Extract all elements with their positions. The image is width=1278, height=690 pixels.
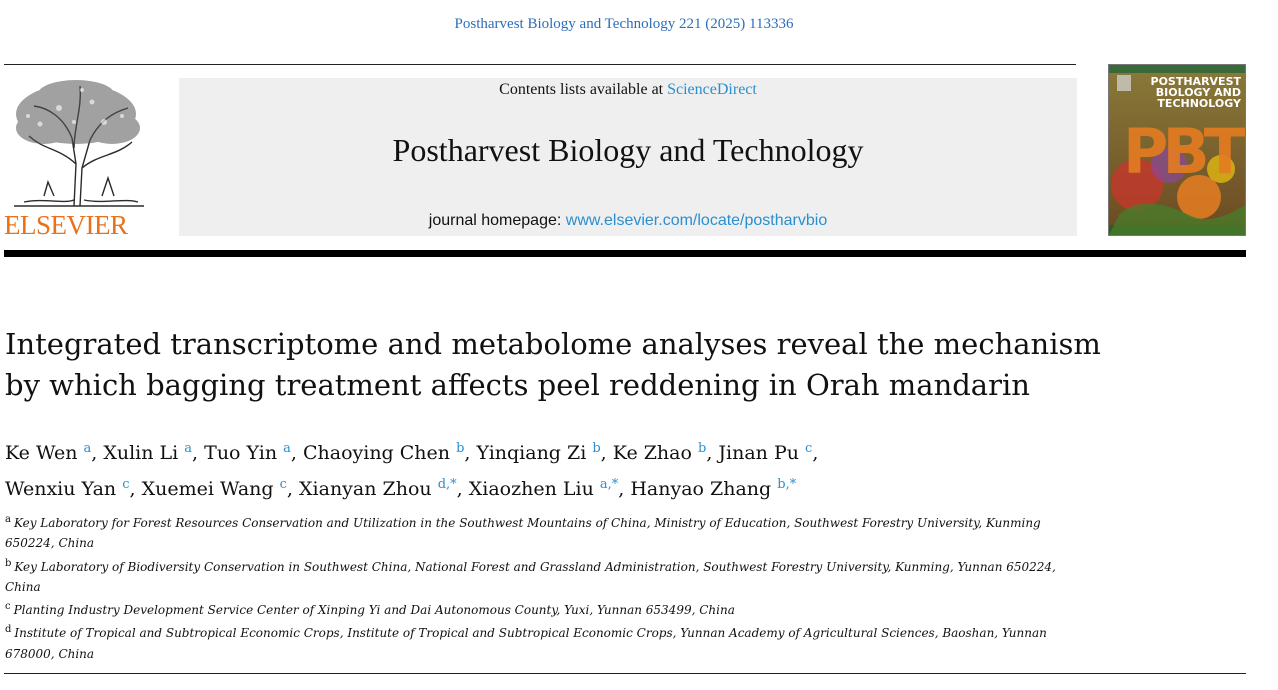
affiliation-letter: a (5, 514, 11, 525)
affiliation-text: Key Laboratory for Forest Resources Conservation and Utilization in the Southwest Mountains of China, Ministry of Education, Southwest Forestry University, Kunming 650224, China (5, 516, 1041, 551)
homepage-line (179, 212, 1077, 230)
author[interactable] (5, 442, 91, 464)
author[interactable] (476, 442, 600, 464)
affiliation-text: Institute of Tropical and Subtropical Economic Crops, Institute of Tropical and Subtropical Economic Crops, Yunnan Academy of Agricultural Sciences, Baoshan, Yunnan 678000, China (5, 626, 1047, 661)
author-separator: , (812, 442, 819, 464)
journal-homepage-link[interactable]: www.elsevier.com/locate/postharvbio (565, 212, 828, 229)
author-name[interactable]: Xulin Li (103, 442, 179, 464)
author-separator: , (706, 442, 719, 464)
affiliation-marker[interactable]: b,* (777, 477, 797, 492)
affiliation-list (5, 510, 1065, 664)
affiliation-item (5, 620, 1065, 664)
author[interactable] (204, 442, 291, 464)
elsevier-wordmark: ELSEVIER (4, 210, 128, 240)
affiliation-item (5, 554, 1065, 598)
author[interactable] (630, 478, 796, 500)
elsevier-tree-icon (4, 78, 150, 208)
affiliation-marker[interactable]: b (592, 441, 601, 456)
author[interactable] (103, 442, 192, 464)
affiliation-marker[interactable]: c (122, 477, 130, 492)
affiliation-letter: d (5, 624, 12, 636)
author[interactable] (299, 478, 457, 500)
journal-citation[interactable]: Postharvest Biology and Technology 221 (2025) 113336 (454, 16, 794, 32)
affiliation-marker[interactable]: b (698, 441, 707, 456)
author-name[interactable]: Wenxiu Yan (5, 478, 117, 500)
author-separator: , (456, 478, 469, 500)
affiliation-marker[interactable]: b (456, 441, 465, 456)
title-line-2: by which bagging treatment affects peel reddening in Orah mandarin (5, 368, 1030, 402)
affiliation-item (5, 597, 1065, 620)
journal-cover[interactable] (1108, 64, 1246, 236)
affiliation-letter: b (5, 557, 12, 569)
title-line-1: Integrated transcriptome and metabolome analyses reveal the mechanism (5, 327, 1101, 361)
contents-line (179, 81, 1077, 99)
affiliation-marker[interactable]: c (805, 441, 813, 456)
section-divider (4, 673, 1246, 674)
author-separator: , (290, 442, 303, 464)
author-separator: , (464, 442, 477, 464)
author[interactable] (469, 478, 619, 500)
author[interactable] (142, 478, 287, 500)
author-name[interactable]: Ke Wen (5, 442, 78, 464)
author[interactable] (718, 442, 812, 464)
journal-masthead (179, 78, 1077, 236)
affiliation-marker[interactable]: a (283, 441, 291, 456)
contents-prefix: Contents lists available at (499, 81, 668, 98)
author-name[interactable]: Xianyan Zhou (299, 478, 432, 500)
cover-initials: PBT (1123, 115, 1240, 188)
author-name[interactable]: Yinqiang Zi (476, 442, 587, 464)
affiliation-letter: c (5, 601, 11, 613)
author-name[interactable]: Jinan Pu (718, 442, 799, 464)
article-title (5, 324, 1185, 406)
author-name[interactable]: Xiaozhen Liu (468, 478, 594, 500)
author-separator: , (600, 442, 613, 464)
homepage-prefix: journal homepage: (428, 212, 566, 229)
author-separator: , (129, 478, 142, 500)
header-rule (4, 64, 1076, 65)
author-list (5, 433, 1205, 505)
author-name[interactable]: Tuo Yin (204, 442, 278, 464)
affiliation-marker[interactable]: a (184, 441, 193, 456)
author-separator: , (286, 478, 300, 500)
author[interactable] (613, 442, 707, 464)
affiliation-marker[interactable]: a (83, 441, 92, 456)
author-name[interactable]: Xuemei Wang (141, 478, 274, 500)
affiliation-item (5, 510, 1065, 554)
author[interactable] (303, 442, 464, 464)
author-name[interactable]: Chaoying Chen (302, 442, 451, 464)
author-name[interactable]: Hanyao Zhang (630, 478, 772, 500)
author-name[interactable]: Ke Zhao (612, 442, 692, 464)
author-separator: , (618, 478, 631, 500)
affiliation-marker[interactable]: d,* (437, 477, 457, 492)
affiliation-text: Planting Industry Development Service Center of Xinping Yi and Dai Autonomous County, Yuxi, Yunnan 653499, China (13, 603, 735, 618)
author[interactable] (5, 478, 130, 500)
masthead-rule (4, 250, 1246, 257)
sciencedirect-link[interactable]: ScienceDirect (667, 81, 757, 98)
affiliation-marker[interactable]: a,* (599, 477, 619, 492)
author-separator: , (192, 442, 205, 464)
cover-title: POSTHARVEST BIOLOGY AND TECHNOLOGY (1150, 75, 1241, 110)
elsevier-logo[interactable] (4, 78, 150, 238)
journal-name: Postharvest Biology and Technology (392, 132, 864, 168)
author-separator: , (91, 442, 104, 464)
affiliation-marker[interactable]: c (279, 477, 287, 492)
affiliation-text: Key Laboratory of Biodiversity Conservation in Southwest China, National Forest and Grassland Administration, Southwest Forestry University, Kunming, Yunnan 650224, China (5, 559, 1056, 594)
